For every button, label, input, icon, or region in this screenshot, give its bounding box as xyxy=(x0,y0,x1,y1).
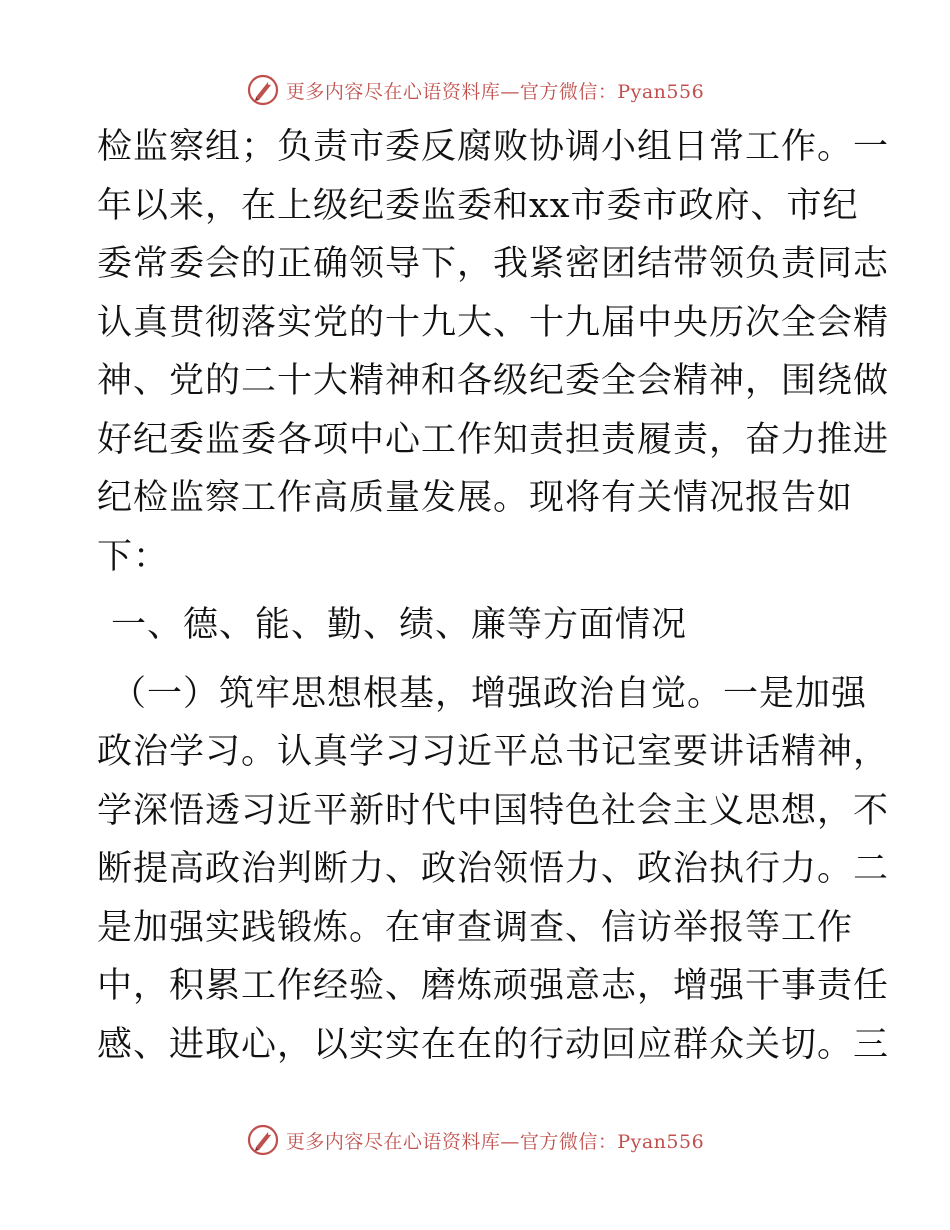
body-line: 是加强实践锻炼。在审查调查、信访举报等工作 xyxy=(97,907,854,948)
body-line: 委常委会的正确领导下，我紧密团结带领负责同志 xyxy=(97,244,890,284)
body-line: 学深悟透习近平新时代中国特色社会主义思想，不 xyxy=(97,790,890,831)
body-line: 政治学习。认真学习习近平总书记室要讲话精神， xyxy=(97,732,890,772)
footer-banner-text: 更多内容尽在心语资料库—官方微信：Pyan556 xyxy=(285,1130,705,1153)
pen-logo-icon xyxy=(246,1123,280,1157)
body-line: 下： xyxy=(97,536,170,577)
section-heading: 一、德、能、勤、绩、廉等方面情况 xyxy=(111,605,688,645)
body-line: 好纪委监委各项中心工作知责担责履责，奋力推进 xyxy=(97,419,890,460)
pen-logo-icon xyxy=(246,73,280,107)
body-line: 中，积累工作经验、磨炼顽强意志，增强干事责任 xyxy=(97,966,890,1006)
body-line: 断提高政治判断力、政治领悟力、政治执行力。二 xyxy=(97,849,890,889)
body-line: 年以来，在上级纪委监委和xx市委市政府、市纪 xyxy=(97,185,859,226)
body-line: 神、党的二十大精神和各级纪委全会精神，围绕做 xyxy=(97,361,890,401)
document-body xyxy=(97,118,890,1074)
body-line: 检监察组；负责市委反腐败协调小组日常工作。一 xyxy=(97,127,890,167)
body-line: （一）筑牢思想根基，增强政治自觉。一是加强 xyxy=(111,673,868,714)
header-banner-text: 更多内容尽在心语资料库—官方微信：Pyan556 xyxy=(285,80,705,103)
header-banner xyxy=(0,70,950,110)
body-line: 认真贯彻落实党的十九大、十九届中央历次全会精 xyxy=(97,302,890,343)
body-line: 纪检监察工作高质量发展。现将有关情况报告如 xyxy=(97,478,854,518)
footer-banner xyxy=(0,1120,950,1160)
body-line: 感、进取心，以实实在在的行动回应群众关切。三 xyxy=(97,1024,890,1065)
